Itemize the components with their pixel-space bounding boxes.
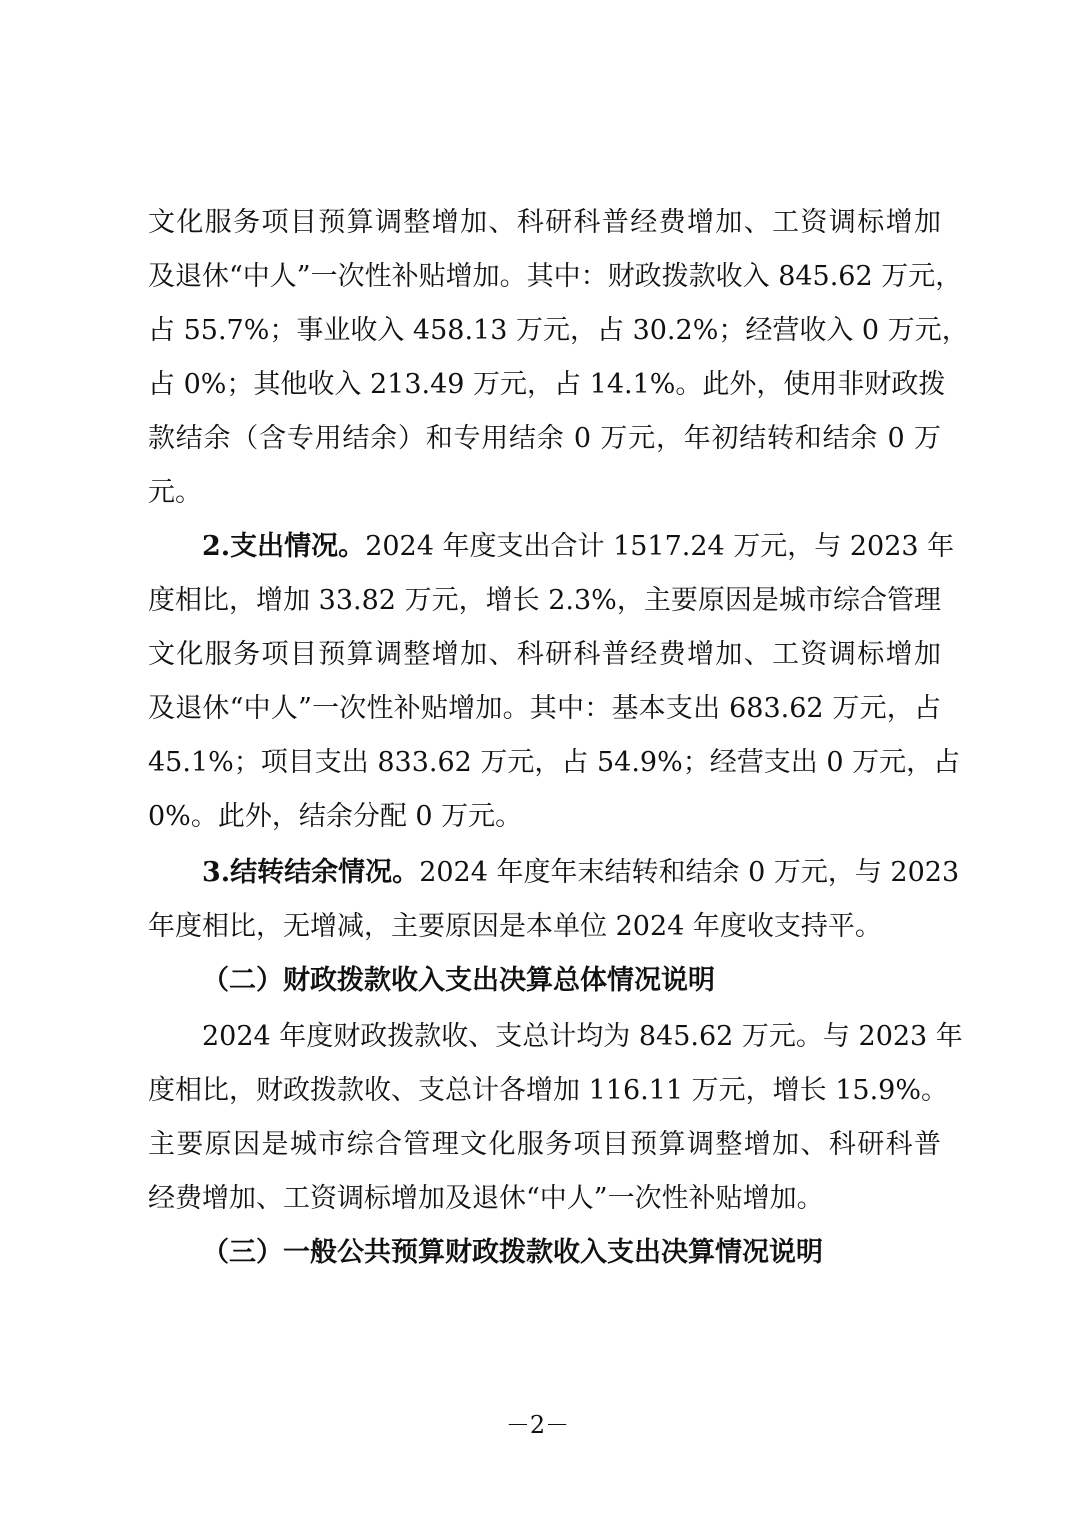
paragraph-line: 年度相比，无增减，主要原因是本单位 2024 年度收支持平。 <box>148 911 882 942</box>
paragraph-line: 文化服务项目预算调整增加、科研科普经费增加、工资调标增加 <box>148 639 941 670</box>
paragraph-line: 占 0%；其他收入 213.49 万元，占 14.1%。此外，使用非财政拨 <box>148 369 946 400</box>
section-heading: （三）一般公共预算财政拨款收入支出决算情况说明 <box>202 1237 823 1268</box>
paragraph-line: 度相比，财政拨款收、支总计各增加 116.11 万元，增长 15.9%。 <box>148 1075 948 1106</box>
paragraph-line: 文化服务项目预算调整增加、科研科普经费增加、工资调标增加 <box>148 207 941 238</box>
paragraph-line: 2024 年度财政拨款收、支总计均为 845.62 万元。与 2023 年 <box>202 1021 963 1052</box>
expenditure-lead: 2.支出情况。 <box>202 531 366 562</box>
carryover-lead: 3.结转结余情况。 <box>202 857 420 888</box>
paragraph-line: 45.1%；项目支出 833.62 万元，占 54.9%；经营支出 0 万元，占 <box>148 747 961 778</box>
paragraph-line: 元。 <box>148 477 202 508</box>
paragraph-line: 0%。此外，结余分配 0 万元。 <box>148 801 523 832</box>
paragraph-line: 经费增加、工资调标增加及退休“中人”一次性补贴增加。 <box>148 1183 824 1214</box>
paragraph-line: 及退休“中人”一次性补贴增加。其中：基本支出 683.62 万元，占 <box>148 693 941 724</box>
paragraph-line: 占 55.7%；事业收入 458.13 万元，占 30.2%；经营收入 0 万元， <box>148 315 969 346</box>
paragraph-line: 及退休“中人”一次性补贴增加。其中：财政拨款收入 845.62 万元， <box>148 261 963 292</box>
expenditure-line-text: 2024 年度支出合计 1517.24 万元，与 2023 年 <box>365 531 955 562</box>
paragraph-line: 度相比，增加 33.82 万元，增长 2.3%，主要原因是城市综合管理 <box>148 585 941 616</box>
paragraph-line: 款结余（含专用结余）和专用结余 0 万元，年初结转和结余 0 万 <box>148 423 941 454</box>
carryover-paragraph-first-line <box>202 846 960 900</box>
paragraph-line: 主要原因是城市综合管理文化服务项目预算调整增加、科研科普 <box>148 1129 941 1160</box>
section-heading: （二）财政拨款收入支出决算总体情况说明 <box>202 965 715 996</box>
carryover-line-text: 2024 年度年末结转和结余 0 万元，与 2023 <box>419 857 960 888</box>
page-number: －2－ <box>505 1411 570 1439</box>
expenditure-paragraph-first-line <box>202 520 955 574</box>
